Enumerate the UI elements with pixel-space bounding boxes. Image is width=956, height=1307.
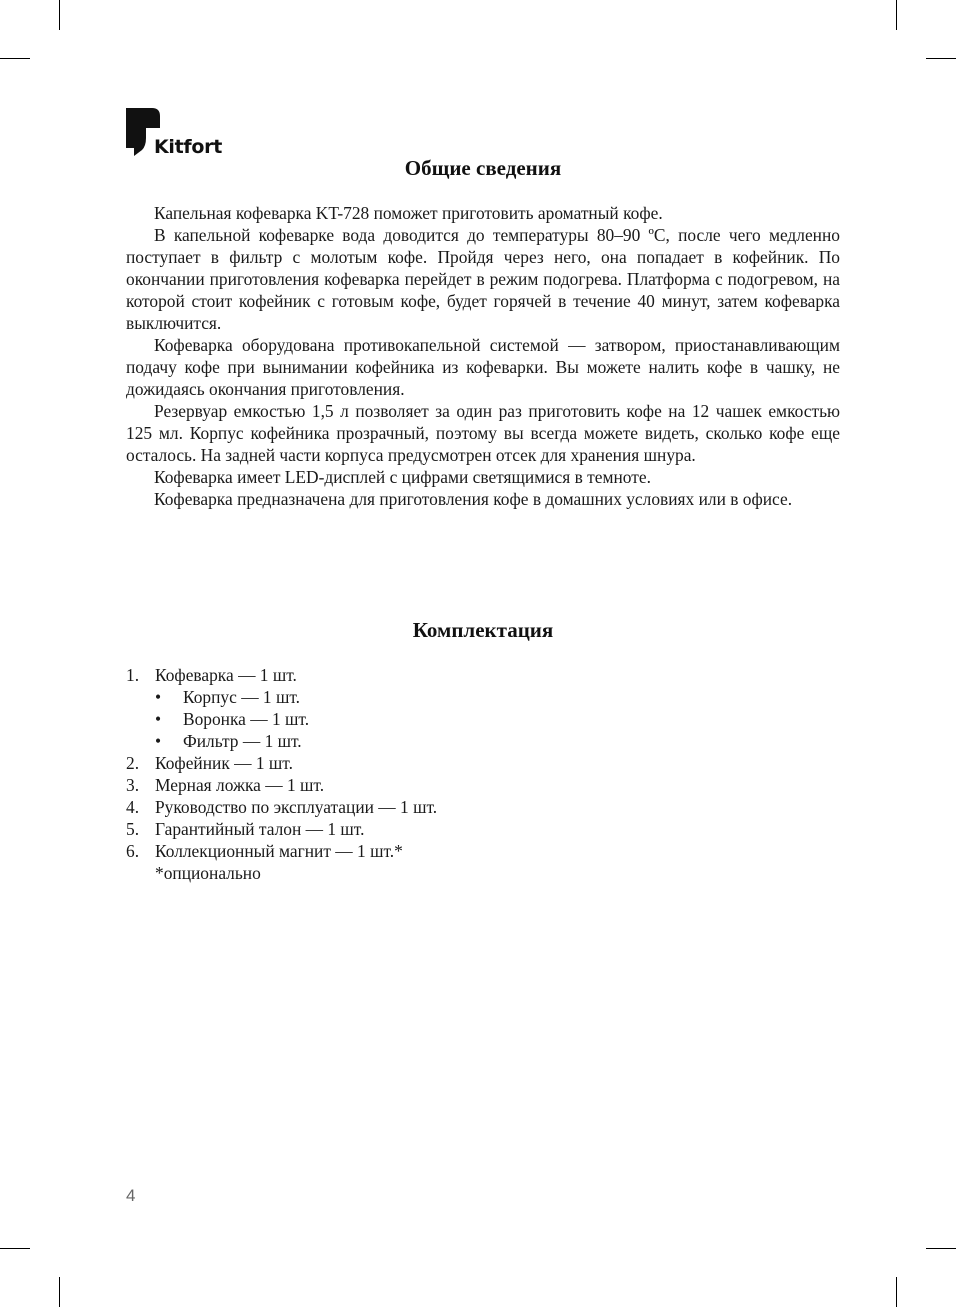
paragraph: Резервуар емкостью 1,5 л позволяет за один раз приготовить кофе на 12 чашек емкостью 125 мл. Корпус кофейника прозрачный, поэтому вы всегда можете видеть, сколько кофе еще осталось. На задней части корпуса предусмотрен отсек для хранения шнура. — [126, 401, 840, 465]
brand-logo — [126, 108, 222, 156]
bullet: • — [155, 731, 162, 751]
crop-mark — [926, 58, 956, 59]
list-item-number: 1. — [126, 665, 140, 685]
list-item-text: Руководство по эксплуатации — 1 шт. — [155, 797, 438, 817]
page-number: 4 — [126, 1186, 136, 1205]
sub-list-item-text: Корпус — 1 шт. — [183, 687, 301, 707]
list-item-text: Кофеварка — 1 шт. — [155, 665, 297, 685]
list-item-number: 3. — [126, 775, 140, 795]
crop-mark — [59, 1277, 60, 1307]
list-item-text: Коллекционный магнит — 1 шт.* — [155, 841, 403, 861]
bullet: • — [155, 687, 162, 707]
list-item-text: Кофейник — 1 шт. — [155, 753, 293, 773]
list-item-number: 6. — [126, 841, 140, 861]
sub-list-item-text: Воронка — 1 шт. — [183, 709, 310, 729]
crop-mark — [896, 0, 897, 30]
list-item-number: 4. — [126, 797, 140, 817]
crop-mark — [0, 1248, 30, 1249]
list-item-number: 2. — [126, 753, 140, 773]
list-item-text: Гарантийный талон — 1 шт. — [155, 819, 365, 839]
crop-mark — [0, 58, 30, 59]
list-item-number: 5. — [126, 819, 140, 839]
paragraph: Кофеварка оборудована противокапельной системой — затвором, приостанавливающим подачу кофе при вынимании кофейника из кофеварки. Вы можете налить кофе в чашку, не дожидаясь окончания приготовления. — [126, 335, 840, 399]
footnote-text: *опционально — [155, 863, 261, 883]
section-title-kit: Комплектация — [412, 618, 554, 642]
bullet: • — [155, 709, 162, 729]
paragraph: Кофеварка имеет LED-дисплей с цифрами светящимися в темноте. — [154, 467, 651, 487]
paragraph: Кофеварка предназначена для приготовления кофе в домашних условиях или в офисе. — [154, 489, 793, 509]
crop-mark — [896, 1277, 897, 1307]
paragraph: В капельной кофеварке вода доводится до температуры 80–90 ºС, после чего медленно поступает в фильтр с молотым кофе. Пройдя через него, она попадает в кофейник. По окончании приготовления кофеварка перейдет в режим подогрева. Платформа с подогревом, на которой стоит кофейник с готовым кофе, будет горячей в течение 40 минут, затем кофеварка выключится. — [126, 225, 840, 333]
section-title-general: Общие сведения — [404, 156, 562, 180]
crop-mark — [59, 0, 60, 30]
general-text — [126, 202, 840, 510]
brand-logo-text: Kitfort — [154, 136, 222, 158]
crop-mark — [926, 1248, 956, 1249]
sub-list-item-text: Фильтр — 1 шт. — [183, 731, 302, 751]
list-item-text: Мерная ложка — 1 шт. — [155, 775, 325, 795]
paragraph: Капельная кофеварка KT-728 поможет приготовить ароматный кофе. — [154, 203, 663, 223]
